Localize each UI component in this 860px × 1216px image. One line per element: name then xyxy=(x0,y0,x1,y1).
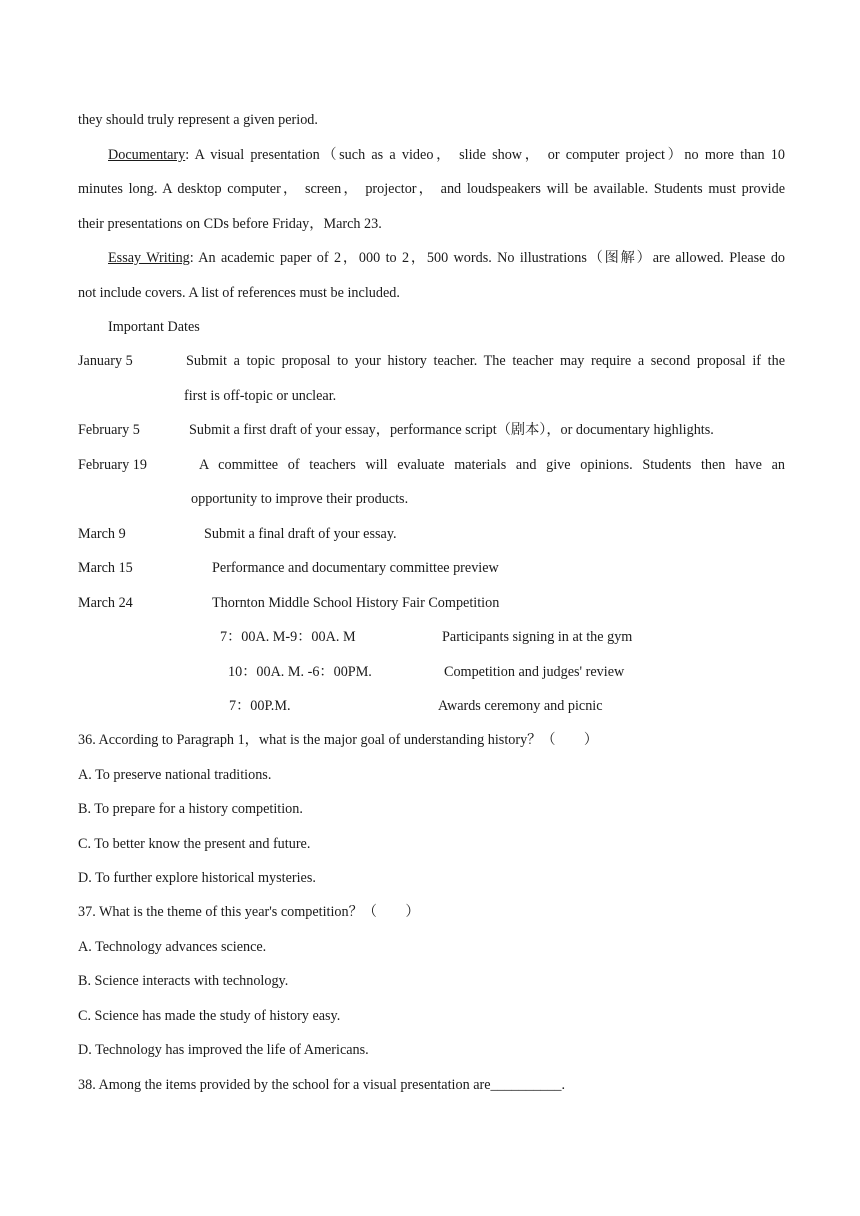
documentary-line-2: minutes long. A desktop computer， screen， projector， and loudspeakers will be available. Students must provide xyxy=(78,181,785,197)
date-label: January 5 xyxy=(78,353,133,369)
date-label: February 5 xyxy=(78,422,140,438)
schedule-event: Competition and judges' review xyxy=(444,664,625,680)
documentary-line-1: Documentary: A visual presentation（such as a video， slide show， or computer project）no more than 10 xyxy=(108,147,785,163)
schedule-time: 10：00A. M. -6：00PM. xyxy=(228,664,372,680)
date-description: Submit a first draft of your essay，performance script（剧本），or documentary highlights. xyxy=(189,422,714,438)
question-stem: 38. Among the items provided by the school for a visual presentation are__________. xyxy=(78,1077,566,1093)
date-description: Submit a final draft of your essay. xyxy=(204,526,397,542)
important-dates-heading: Important Dates xyxy=(108,319,200,335)
date-description-cont: opportunity to improve their products. xyxy=(191,491,409,507)
date-label: March 9 xyxy=(78,526,126,542)
answer-option: B. Science interacts with technology. xyxy=(78,973,289,989)
answer-option: B. To prepare for a history competition. xyxy=(78,801,303,817)
question-stem: 37. What is the theme of this year's competition？（ ） xyxy=(78,904,420,920)
schedule-event: Awards ceremony and picnic xyxy=(438,698,603,714)
date-description: Submit a topic proposal to your history teacher. The teacher may require a second proposal if the xyxy=(186,353,785,369)
schedule-time: 7：00A. M-9：00A. M xyxy=(220,629,356,645)
intro-tail: they should truly represent a given period. xyxy=(78,112,318,128)
answer-option: D. To further explore historical mysteries. xyxy=(78,870,316,886)
date-description-cont: first is off-topic or unclear. xyxy=(184,388,337,404)
answer-option: C. Science has made the study of history easy. xyxy=(78,1008,341,1024)
documentary-line-3: their presentations on CDs before Friday，March 23. xyxy=(78,216,382,232)
documentary-label: Documentary xyxy=(108,147,186,163)
essay-line-2: not include covers. A list of references must be included. xyxy=(78,285,400,301)
schedule-time: 7：00P.M. xyxy=(229,698,291,714)
date-description: Thornton Middle School History Fair Competition xyxy=(212,595,500,611)
schedule-event: Participants signing in at the gym xyxy=(442,629,633,645)
date-description: Performance and documentary committee preview xyxy=(212,560,499,576)
answer-option: C. To better know the present and future. xyxy=(78,836,311,852)
answer-option: A. Technology advances science. xyxy=(78,939,267,955)
date-label: February 19 xyxy=(78,457,147,473)
essay-label: Essay Writing xyxy=(108,250,190,266)
question-stem: 36. According to Paragraph 1，what is the major goal of understanding history？（ ） xyxy=(78,732,599,748)
answer-option: D. Technology has improved the life of Americans. xyxy=(78,1042,369,1058)
date-label: March 15 xyxy=(78,560,133,576)
answer-option: A. To preserve national traditions. xyxy=(78,767,272,783)
date-description: A committee of teachers will evaluate materials and give opinions. Students then have an xyxy=(199,457,785,473)
essay-line-1: Essay Writing: An academic paper of 2，000 to 2，500 words. No illustrations（图解）are allowed. Please do xyxy=(108,250,786,266)
date-label: March 24 xyxy=(78,595,133,611)
